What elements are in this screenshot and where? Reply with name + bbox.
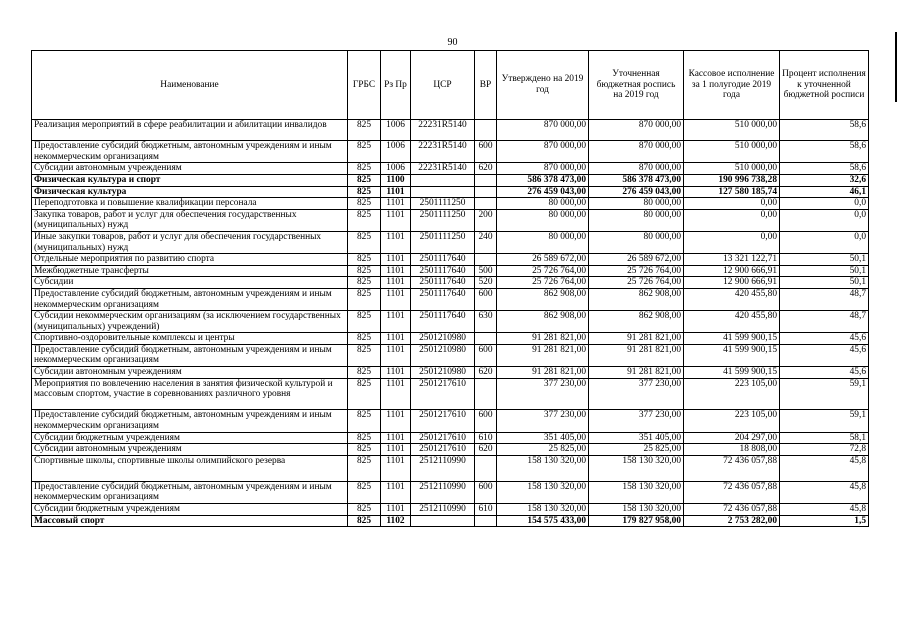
cell-csr: 2512110990: [411, 481, 475, 503]
cell-cash: 223 105,00: [684, 410, 780, 432]
cell-vr: [475, 333, 497, 345]
cell-csr: 2501217610: [411, 378, 475, 410]
cell-cash: 510 000,00: [684, 141, 780, 163]
cell-cash: 12 900 666,91: [684, 277, 780, 289]
cell-name: Спортивные школы, спортивные школы олимпийского резерва: [32, 455, 348, 481]
table-row: [32, 504, 869, 516]
cell-pct: 58,6: [780, 120, 869, 141]
cell-cash: 0,00: [684, 231, 780, 253]
cell-rzpr: 1006: [381, 141, 411, 163]
cell-approved: 870 000,00: [497, 141, 589, 163]
cell-grbs: 825: [348, 515, 381, 527]
cell-refined: 351 405,00: [589, 432, 684, 444]
cell-rzpr: 1101: [381, 186, 411, 198]
cell-name: Субсидии автономным учреждениям: [32, 444, 348, 456]
cell-approved: 862 908,00: [497, 311, 589, 333]
cell-csr: [411, 515, 475, 527]
cell-approved: 80 000,00: [497, 209, 589, 231]
cell-rzpr: 1101: [381, 265, 411, 277]
table-row: [32, 174, 869, 186]
cell-pct: 72,8: [780, 444, 869, 456]
cell-approved: 154 575 433,00: [497, 515, 589, 527]
cell-csr: 2501210980: [411, 333, 475, 345]
cell-rzpr: 1101: [381, 209, 411, 231]
cell-rzpr: 1101: [381, 277, 411, 289]
cell-vr: 600: [475, 288, 497, 310]
cell-grbs: 825: [348, 504, 381, 516]
cell-name: Отдельные мероприятия по развитию спорта: [32, 254, 348, 266]
cell-name: Субсидии: [32, 277, 348, 289]
cell-name: Предоставление субсидий бюджетным, автономным учреждениям и иным некоммерческим организациям: [32, 481, 348, 503]
cell-approved: 377 230,00: [497, 378, 589, 410]
cell-approved: 377 230,00: [497, 410, 589, 432]
cell-grbs: 825: [348, 333, 381, 345]
cell-pct: 0,0: [780, 198, 869, 210]
cell-refined: 25 726 764,00: [589, 277, 684, 289]
cell-name: Переподготовка и повышение квалификации персонала: [32, 198, 348, 210]
cell-cash: 2 753 282,00: [684, 515, 780, 527]
cell-cash: 0,00: [684, 209, 780, 231]
cell-vr: [475, 120, 497, 141]
header-percent: Процент исполнения к уточненной бюджетной росписи: [780, 51, 869, 120]
cell-name: Предоставление субсидий бюджетным, автономным учреждениям и иным некоммерческим организациям: [32, 344, 348, 366]
cell-cash: 510 000,00: [684, 163, 780, 175]
cell-rzpr: 1101: [381, 254, 411, 266]
cell-refined: 276 459 043,00: [589, 186, 684, 198]
cell-rzpr: 1101: [381, 333, 411, 345]
cell-grbs: 825: [348, 231, 381, 253]
cell-grbs: 825: [348, 163, 381, 175]
cell-refined: 91 281 821,00: [589, 367, 684, 379]
cell-name: Физическая культура: [32, 186, 348, 198]
cell-rzpr: 1102: [381, 515, 411, 527]
cell-rzpr: 1006: [381, 120, 411, 141]
cell-vr: [475, 174, 497, 186]
cell-pct: 59,1: [780, 410, 869, 432]
cell-vr: 630: [475, 311, 497, 333]
table-row: [32, 515, 869, 527]
table-row: [32, 141, 869, 163]
cell-refined: 91 281 821,00: [589, 333, 684, 345]
cell-pct: 59,1: [780, 378, 869, 410]
header-csr: ЦСР: [411, 51, 475, 120]
cell-vr: [475, 515, 497, 527]
cell-approved: 25 825,00: [497, 444, 589, 456]
cell-refined: 158 130 320,00: [589, 504, 684, 516]
table-row: [32, 288, 869, 310]
cell-approved: 26 589 672,00: [497, 254, 589, 266]
cell-name: Мероприятия по вовлечению населения в занятия физической культурой и массовым спортом, участие в соревнованиях различного уровня: [32, 378, 348, 410]
cell-rzpr: 1101: [381, 311, 411, 333]
cell-rzpr: 1101: [381, 481, 411, 503]
cell-name: Субсидии автономным учреждениям: [32, 367, 348, 379]
cell-approved: 80 000,00: [497, 231, 589, 253]
cell-vr: [475, 455, 497, 481]
cell-grbs: 825: [348, 455, 381, 481]
cell-name: Спортивно-оздоровительные комплексы и центры: [32, 333, 348, 345]
cell-csr: 2512110990: [411, 455, 475, 481]
cell-grbs: 825: [348, 186, 381, 198]
cell-rzpr: 1006: [381, 163, 411, 175]
cell-csr: 2501217610: [411, 444, 475, 456]
cell-csr: 22231R5140: [411, 120, 475, 141]
table-header-row: [32, 51, 869, 120]
cell-vr: 600: [475, 410, 497, 432]
header-name: Наименование: [32, 51, 348, 120]
cell-vr: [475, 198, 497, 210]
cell-rzpr: 1101: [381, 231, 411, 253]
cell-refined: 25 825,00: [589, 444, 684, 456]
cell-pct: 50,1: [780, 277, 869, 289]
cell-pct: 0,0: [780, 231, 869, 253]
cell-csr: 2501111250: [411, 209, 475, 231]
cell-vr: 620: [475, 163, 497, 175]
cell-cash: 190 996 738,28: [684, 174, 780, 186]
cell-rzpr: 1101: [381, 367, 411, 379]
table-row: [32, 432, 869, 444]
cell-csr: 22231R5140: [411, 141, 475, 163]
cell-pct: 45,8: [780, 481, 869, 503]
cell-pct: 58,6: [780, 163, 869, 175]
cell-csr: 2501117640: [411, 311, 475, 333]
cell-csr: 2501111250: [411, 198, 475, 210]
cell-approved: 91 281 821,00: [497, 344, 589, 366]
table-row: [32, 120, 869, 141]
cell-approved: 870 000,00: [497, 163, 589, 175]
table-row: [32, 333, 869, 345]
cell-approved: 91 281 821,00: [497, 333, 589, 345]
cell-approved: 276 459 043,00: [497, 186, 589, 198]
cell-grbs: 825: [348, 277, 381, 289]
cell-refined: 91 281 821,00: [589, 344, 684, 366]
cell-cash: 72 436 057,88: [684, 504, 780, 516]
cell-grbs: 825: [348, 444, 381, 456]
table-row: [32, 209, 869, 231]
cell-name: Межбюджетные трансферты: [32, 265, 348, 277]
cell-pct: 32,6: [780, 174, 869, 186]
table-row: [32, 344, 869, 366]
cell-name: Закупка товаров, работ и услуг для обеспечения государственных (муниципальных) нужд: [32, 209, 348, 231]
cell-refined: 80 000,00: [589, 198, 684, 210]
cell-refined: 870 000,00: [589, 141, 684, 163]
cell-rzpr: 1101: [381, 432, 411, 444]
cell-approved: 25 726 764,00: [497, 277, 589, 289]
cell-refined: 26 589 672,00: [589, 254, 684, 266]
header-cash: Кассовое исполнение за 1 полугодие 2019 года: [684, 51, 780, 120]
cell-cash: 41 599 900,15: [684, 344, 780, 366]
cell-vr: [475, 186, 497, 198]
cell-pct: 45,6: [780, 367, 869, 379]
header-vr: ВР: [475, 51, 497, 120]
page-number: 90: [447, 37, 458, 48]
cell-refined: 377 230,00: [589, 410, 684, 432]
cell-vr: 500: [475, 265, 497, 277]
cell-cash: 41 599 900,15: [684, 333, 780, 345]
cell-grbs: 825: [348, 174, 381, 186]
table-row: [32, 198, 869, 210]
cell-pct: 48,7: [780, 288, 869, 310]
cell-refined: 179 827 958,00: [589, 515, 684, 527]
cell-pct: 1,5: [780, 515, 869, 527]
cell-grbs: 825: [348, 141, 381, 163]
cell-name: Субсидии автономным учреждениям: [32, 163, 348, 175]
cell-grbs: 825: [348, 120, 381, 141]
cell-pct: 45,6: [780, 344, 869, 366]
cell-vr: [475, 254, 497, 266]
cell-csr: 2501117640: [411, 265, 475, 277]
cell-rzpr: 1101: [381, 288, 411, 310]
header-rzpr: Рз Пр: [381, 51, 411, 120]
cell-csr: 2512110990: [411, 504, 475, 516]
budget-table: [31, 50, 869, 527]
cell-refined: 870 000,00: [589, 120, 684, 141]
cell-refined: 586 378 473,00: [589, 174, 684, 186]
cell-csr: 2501117640: [411, 277, 475, 289]
header-refined: Уточненная бюджетная роспись на 2019 год: [589, 51, 684, 120]
cell-vr: [475, 378, 497, 410]
cell-approved: 80 000,00: [497, 198, 589, 210]
table-row: [32, 378, 869, 410]
cell-grbs: 825: [348, 311, 381, 333]
cell-grbs: 825: [348, 367, 381, 379]
cell-rzpr: 1100: [381, 174, 411, 186]
cell-csr: 2501210980: [411, 367, 475, 379]
cell-refined: 80 000,00: [589, 209, 684, 231]
cell-pct: 45,8: [780, 504, 869, 516]
cell-cash: 204 297,00: [684, 432, 780, 444]
cell-grbs: 825: [348, 344, 381, 366]
cell-csr: [411, 174, 475, 186]
cell-grbs: 825: [348, 198, 381, 210]
cell-vr: 610: [475, 504, 497, 516]
table-row: [32, 277, 869, 289]
table-row: [32, 481, 869, 503]
cell-vr: 620: [475, 367, 497, 379]
cell-cash: 420 455,80: [684, 288, 780, 310]
cell-pct: 46,1: [780, 186, 869, 198]
cell-csr: [411, 186, 475, 198]
cell-approved: 158 130 320,00: [497, 455, 589, 481]
cell-grbs: 825: [348, 254, 381, 266]
cell-refined: 25 726 764,00: [589, 265, 684, 277]
cell-name: Иные закупки товаров, работ и услуг для обеспечения государственных (муниципальных) нужд: [32, 231, 348, 253]
cell-csr: 2501210980: [411, 344, 475, 366]
cell-grbs: 825: [348, 432, 381, 444]
cell-name: Реализация мероприятий в сфере реабилитации и абилитации инвалидов: [32, 120, 348, 141]
scan-edge-mark: [895, 32, 897, 102]
cell-refined: 377 230,00: [589, 378, 684, 410]
cell-csr: 2501217610: [411, 432, 475, 444]
cell-vr: 620: [475, 444, 497, 456]
cell-approved: 158 130 320,00: [497, 481, 589, 503]
cell-vr: 240: [475, 231, 497, 253]
cell-pct: 58,6: [780, 141, 869, 163]
table-row: [32, 410, 869, 432]
cell-grbs: 825: [348, 378, 381, 410]
cell-vr: 200: [475, 209, 497, 231]
cell-cash: 41 599 900,15: [684, 367, 780, 379]
cell-rzpr: 1101: [381, 444, 411, 456]
cell-grbs: 825: [348, 288, 381, 310]
header-grbs: ГРБС: [348, 51, 381, 120]
table-row: [32, 265, 869, 277]
cell-rzpr: 1101: [381, 410, 411, 432]
cell-rzpr: 1101: [381, 198, 411, 210]
cell-vr: 600: [475, 344, 497, 366]
cell-name: Массовый спорт: [32, 515, 348, 527]
cell-refined: 862 908,00: [589, 288, 684, 310]
cell-csr: 2501117640: [411, 254, 475, 266]
cell-cash: 12 900 666,91: [684, 265, 780, 277]
header-approved: Утверждено на 2019 год: [497, 51, 589, 120]
cell-grbs: 825: [348, 481, 381, 503]
cell-approved: 91 281 821,00: [497, 367, 589, 379]
cell-name: Предоставление субсидий бюджетным, автономным учреждениям и иным некоммерческим организациям: [32, 141, 348, 163]
cell-grbs: 825: [348, 209, 381, 231]
cell-pct: 50,1: [780, 265, 869, 277]
cell-cash: 0,00: [684, 198, 780, 210]
cell-vr: 600: [475, 141, 497, 163]
cell-cash: 420 455,80: [684, 311, 780, 333]
table-row: [32, 231, 869, 253]
cell-approved: 351 405,00: [497, 432, 589, 444]
cell-cash: 72 436 057,88: [684, 455, 780, 481]
table-row: [32, 311, 869, 333]
cell-cash: 18 808,00: [684, 444, 780, 456]
cell-vr: 600: [475, 481, 497, 503]
cell-refined: 862 908,00: [589, 311, 684, 333]
cell-csr: 2501217610: [411, 410, 475, 432]
cell-rzpr: 1101: [381, 344, 411, 366]
cell-refined: 870 000,00: [589, 163, 684, 175]
cell-name: Физическая культура и спорт: [32, 174, 348, 186]
cell-name: Субсидии бюджетным учреждениям: [32, 504, 348, 516]
cell-csr: 2501117640: [411, 288, 475, 310]
cell-approved: 158 130 320,00: [497, 504, 589, 516]
cell-name: Субсидии некоммерческим организациям (за исключением государственных (муниципальных) учреждений): [32, 311, 348, 333]
cell-refined: 158 130 320,00: [589, 455, 684, 481]
table-row: [32, 444, 869, 456]
cell-pct: 45,8: [780, 455, 869, 481]
cell-approved: 586 378 473,00: [497, 174, 589, 186]
cell-name: Предоставление субсидий бюджетным, автономным учреждениям и иным некоммерческим организациям: [32, 288, 348, 310]
cell-cash: 510 000,00: [684, 120, 780, 141]
table-row: [32, 186, 869, 198]
cell-approved: 25 726 764,00: [497, 265, 589, 277]
cell-name: Субсидии бюджетным учреждениям: [32, 432, 348, 444]
table-row: [32, 455, 869, 481]
cell-pct: 45,6: [780, 333, 869, 345]
table-row: [32, 367, 869, 379]
cell-cash: 223 105,00: [684, 378, 780, 410]
cell-grbs: 825: [348, 265, 381, 277]
cell-refined: 158 130 320,00: [589, 481, 684, 503]
cell-rzpr: 1101: [381, 455, 411, 481]
table-row: [32, 163, 869, 175]
cell-rzpr: 1101: [381, 504, 411, 516]
cell-cash: 13 321 122,71: [684, 254, 780, 266]
cell-csr: 22231R5140: [411, 163, 475, 175]
cell-pct: 58,1: [780, 432, 869, 444]
cell-vr: 520: [475, 277, 497, 289]
cell-cash: 72 436 057,88: [684, 481, 780, 503]
cell-pct: 0,0: [780, 209, 869, 231]
cell-csr: 2501111250: [411, 231, 475, 253]
cell-pct: 50,1: [780, 254, 869, 266]
cell-cash: 127 580 185,74: [684, 186, 780, 198]
cell-pct: 48,7: [780, 311, 869, 333]
cell-refined: 80 000,00: [589, 231, 684, 253]
cell-rzpr: 1101: [381, 378, 411, 410]
cell-grbs: 825: [348, 410, 381, 432]
cell-approved: 862 908,00: [497, 288, 589, 310]
cell-approved: 870 000,00: [497, 120, 589, 141]
table-row: [32, 254, 869, 266]
cell-name: Предоставление субсидий бюджетным, автономным учреждениям и иным некоммерческим организациям: [32, 410, 348, 432]
cell-vr: 610: [475, 432, 497, 444]
